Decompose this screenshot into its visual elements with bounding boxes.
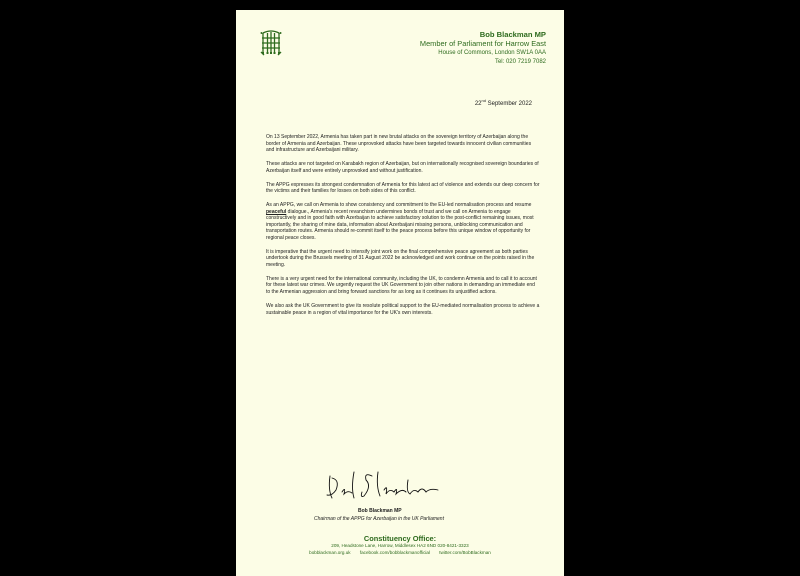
- mp-telephone: Tel: 020 7219 7082: [494, 58, 546, 65]
- facebook-link: facebook.com/bobblackmanofficial: [359, 549, 430, 555]
- letter-page: [236, 10, 564, 576]
- twitter-link: twitter.com/BobBlackman: [439, 549, 491, 555]
- paragraph-text: dialogue., Armenia's recent revanchism undermines bonds of trust and we call on Armenia to engage constructively and in good faith with Azerbaijan to achieve satisfactory solution to the post-conflict remaining issues, most importantly, the sharing of mine data, information about Azerbaijani missing persons, unblocking communication and transportation routes. Armenia should re-commit itself to the peace process before this unique window of opportunity for regional peace closes.: [266, 208, 534, 241]
- paragraph: It is imperative that the urgent need to intensify joint work on the final comprehensive peace agreement as both parties undertook during the Brussels meeting of 31 August 2022 be acknowledged and work continue on the points raised in the meeting.: [266, 248, 535, 268]
- letterhead: [420, 30, 546, 66]
- website-link: bobblackman.org.uk: [309, 549, 351, 555]
- constituency-address: 209, Headstone Lane, Harrow, Middlesex HA2 6ND 020-8421-3323: [331, 543, 469, 548]
- date-day: 22: [474, 101, 482, 107]
- signatory-title: Chairman of the APPG for Azerbaijan in the UK Parliament: [314, 516, 444, 522]
- date-suffix: nd: [481, 98, 486, 103]
- paragraph: We also ask the UK Government to give its resolute political support to the EU-mediated normalisation process to achieve a sustainable peace in a region of vital importance for the UK's own interests.: [266, 303, 540, 316]
- mp-address: House of Commons, London SW1A 0AA: [438, 50, 546, 56]
- letter-body: [266, 134, 540, 324]
- mp-role: Member of Parliament for Harrow East: [419, 39, 546, 48]
- portcullis-icon: [260, 30, 282, 56]
- handwritten-signature: [324, 468, 444, 504]
- letter-date: [475, 98, 532, 107]
- footer-links: [236, 550, 564, 557]
- paragraph-text: As an APPG, we call on Armenia to show consistency and commitment to the EU-led normalisation process and resume: [266, 202, 532, 209]
- paragraph: These attacks are not targeted on Karabakh region of Azerbaijan, but on internationally recognised sovereign boundaries of Azerbaijan itself and were entirely unprovoked and without justification.: [266, 161, 539, 174]
- constituency-title: Constituency Office:: [363, 534, 437, 543]
- date-rest: September 2022: [485, 101, 532, 107]
- constituency-footer: [236, 534, 564, 556]
- signatory-name: Bob Blackman MP: [358, 508, 402, 514]
- mp-name: Bob Blackman MP: [479, 30, 546, 39]
- paragraph: On 13 September 2022, Armenia has taken part in new brutal attacks on the sovereign territory of Azerbaijan along the border of Armenia and Azerbaijan. These unprovoked attacks have been targeted towards innocent civilian communities and infrastructure and Azerbaijani military.: [266, 134, 532, 153]
- paragraph: There is a very urgent need for the international community, including the UK, to condemn Armenia and to call it to account for these latest war crimes. We urgently request the UK Government to join other nations in demanding an immediate end to the Armenian aggression and bring forward sanctions for as long as it continues its unjustified actions.: [266, 275, 537, 295]
- paragraph: The APPG expresses its strongest condemnation of Armenia for this latest act of violence and extends our deep concern for the victims and their families for losses on both sides of this conflict.: [266, 181, 540, 195]
- emphasis-peaceful: peaceful: [266, 208, 287, 215]
- paragraph: [266, 202, 540, 241]
